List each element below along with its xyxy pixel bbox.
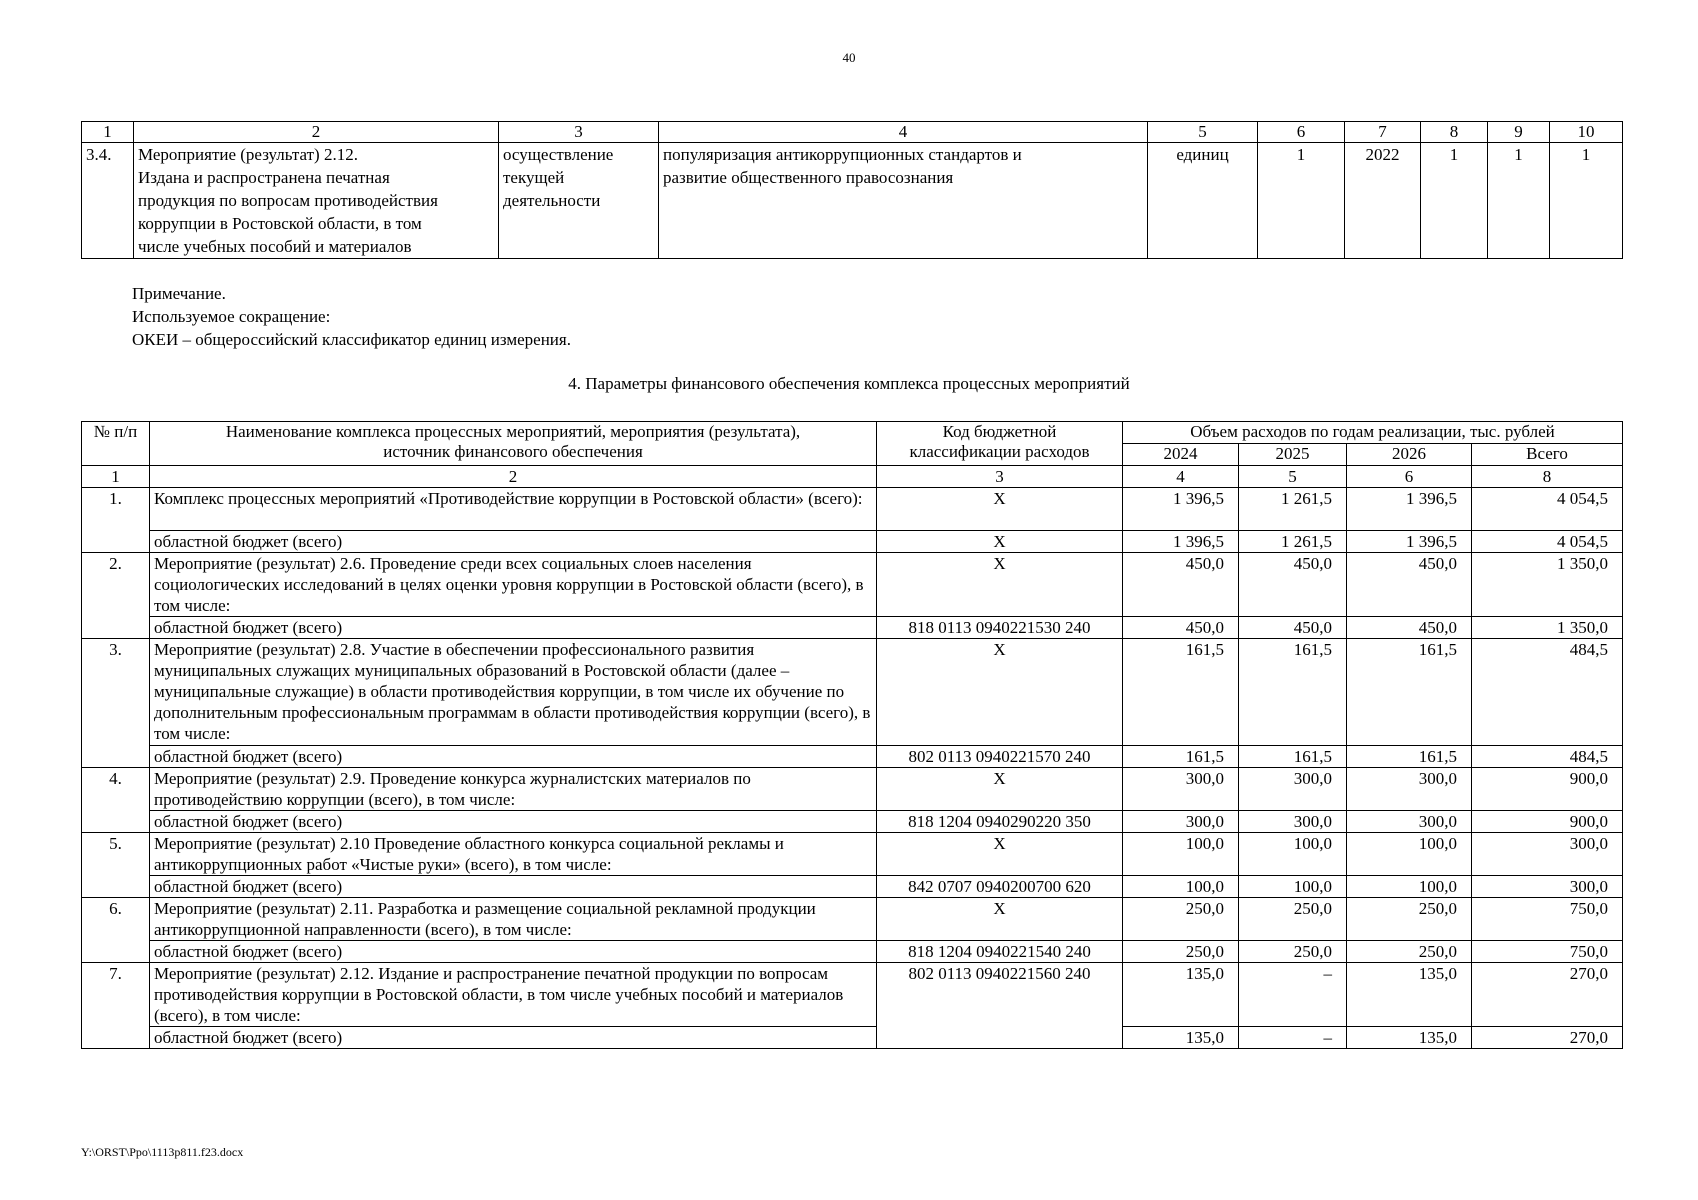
table-row-sub — [82, 941, 1623, 963]
row-number: 7. — [82, 963, 150, 1049]
column-number: 2 — [134, 122, 499, 143]
column-number: 3 — [877, 466, 1123, 488]
amount-2026: 135,0 — [1347, 1027, 1472, 1049]
amount-total: 1 350,0 — [1472, 553, 1623, 617]
note-title: Примечание. — [132, 284, 226, 303]
row-number: 5. — [82, 833, 150, 898]
note-line: Используемое сокращение: — [132, 307, 331, 326]
row-number: 2. — [82, 553, 150, 639]
table-row — [82, 143, 1623, 259]
funding-source: областной бюджет (всего) — [150, 617, 877, 639]
amount-total: 484,5 — [1472, 639, 1623, 746]
column-number-row — [82, 466, 1623, 488]
table-row-sub — [82, 617, 1623, 639]
header-total: Всего — [1472, 444, 1623, 466]
note — [132, 282, 571, 351]
row-number: 6. — [82, 898, 150, 963]
amount-2025: 1 261,5 — [1239, 531, 1347, 553]
cell-value: 1 — [1421, 143, 1488, 259]
measure-unit: единиц — [1148, 143, 1258, 259]
budget-code: X — [877, 488, 1123, 531]
amount-2026: 100,0 — [1347, 833, 1472, 876]
table-row-sub — [82, 876, 1623, 898]
row-number: 3. — [82, 639, 150, 768]
budget-code: X — [877, 898, 1123, 941]
measure-name: Мероприятие (результат) 2.9. Проведение конкурса журналистских материалов по противодействию коррупции (всего), в том числе: — [150, 768, 877, 811]
budget-code: 802 0113 0940221560 240 — [877, 963, 1123, 1049]
amount-total: 4 054,5 — [1472, 488, 1623, 531]
column-number: 7 — [1345, 122, 1421, 143]
funding-source: областной бюджет (всего) — [150, 531, 877, 553]
funding-source: областной бюджет (всего) — [150, 1027, 877, 1049]
amount-2025: 450,0 — [1239, 617, 1347, 639]
note-line: ОКЕИ – общероссийский классификатор единиц измерения. — [132, 330, 571, 349]
amount-2024: 450,0 — [1123, 553, 1239, 617]
cell-value: 1 — [1488, 143, 1550, 259]
amount-total: 4 054,5 — [1472, 531, 1623, 553]
column-number: 6 — [1347, 466, 1472, 488]
funding-source: областной бюджет (всего) — [150, 941, 877, 963]
amount-total: 900,0 — [1472, 811, 1623, 833]
table-row — [82, 833, 1623, 876]
table-row-sub — [82, 1027, 1623, 1049]
column-number: 3 — [499, 122, 659, 143]
measure-name: Мероприятие (результат) 2.10 Проведение областного конкурса социальной рекламы и антикоррупционных работ «Чистые руки» (всего), в том числе: — [150, 833, 877, 876]
financing-table — [81, 421, 1623, 1049]
measure-description: популяризация антикоррупционных стандартов и развитие общественного правосознания — [659, 143, 1148, 259]
amount-2026: 300,0 — [1347, 811, 1472, 833]
table-row — [82, 553, 1623, 617]
amount-2026: 250,0 — [1347, 941, 1472, 963]
amount-2025: 300,0 — [1239, 811, 1347, 833]
amount-2025: 250,0 — [1239, 898, 1347, 941]
column-number: 5 — [1148, 122, 1258, 143]
header-name: Наименование комплекса процессных мероприятий, мероприятия (результата), источник финансового обеспечения — [150, 422, 877, 466]
indicators-table — [81, 121, 1623, 259]
measure-name: Мероприятие (результат) 2.11. Разработка и размещение социальной рекламной продукции антикоррупционной направленности (всего), в том числе: — [150, 898, 877, 941]
measure-name: Комплекс процессных мероприятий «Противодействие коррупции в Ростовской области» (всего): — [150, 488, 877, 531]
column-number: 8 — [1472, 466, 1623, 488]
amount-2024: 100,0 — [1123, 876, 1239, 898]
amount-2026: 300,0 — [1347, 768, 1472, 811]
table-row-sub — [82, 531, 1623, 553]
header-year: 2026 — [1347, 444, 1472, 466]
amount-2026: 135,0 — [1347, 963, 1472, 1027]
cell-value: 2022 — [1345, 143, 1421, 259]
amount-2024: 300,0 — [1123, 768, 1239, 811]
column-number: 2 — [150, 466, 877, 488]
amount-2025: 161,5 — [1239, 639, 1347, 746]
amount-total: 300,0 — [1472, 833, 1623, 876]
amount-total: 270,0 — [1472, 963, 1623, 1027]
amount-2026: 450,0 — [1347, 617, 1472, 639]
table-row-sub — [82, 811, 1623, 833]
budget-code: X — [877, 531, 1123, 553]
budget-code: 818 0113 0940221530 240 — [877, 617, 1123, 639]
column-number: 1 — [82, 122, 134, 143]
row-number: 3.4. — [82, 143, 134, 259]
column-number: 5 — [1239, 466, 1347, 488]
amount-2025: 100,0 — [1239, 876, 1347, 898]
amount-2024: 1 396,5 — [1123, 488, 1239, 531]
column-number: 4 — [659, 122, 1148, 143]
measure-name: Мероприятие (результат) 2.8. Участие в обеспечении профессионального развития муниципальных служащих муниципальных образований в Ростовской области (далее – муниципальные служащие) в области противодействия коррупции, в том числе их обучение по дополнительным профессиональным программам в области противодействия коррупции (всего), в том числе: — [150, 639, 877, 746]
amount-2024: 161,5 — [1123, 639, 1239, 746]
funding-source: областной бюджет (всего) — [150, 811, 877, 833]
column-number: 9 — [1488, 122, 1550, 143]
column-number: 4 — [1123, 466, 1239, 488]
amount-2026: 250,0 — [1347, 898, 1472, 941]
amount-2024: 250,0 — [1123, 898, 1239, 941]
table-row — [82, 898, 1623, 941]
table-row — [82, 963, 1623, 1027]
table-header-row — [82, 422, 1623, 444]
amount-2024: 450,0 — [1123, 617, 1239, 639]
amount-2026: 450,0 — [1347, 553, 1472, 617]
amount-total: 484,5 — [1472, 746, 1623, 768]
measure-name: Мероприятие (результат) 2.6. Проведение среди всех социальных слоев населения социологических исследований в целях оценки уровня коррупции в Ростовской области (всего), в том числе: — [150, 553, 877, 617]
amount-2025: 161,5 — [1239, 746, 1347, 768]
amount-2025: – — [1239, 963, 1347, 1027]
file-path: Y:\ORST\Ppo\1113p811.f23.docx — [81, 1145, 244, 1159]
amount-total: 1 350,0 — [1472, 617, 1623, 639]
header-num: № п/п — [82, 422, 150, 466]
column-number: 6 — [1258, 122, 1345, 143]
page-number: 40 — [842, 50, 856, 65]
table-row — [82, 488, 1623, 531]
header-code: Код бюджетной классификации расходов — [877, 422, 1123, 466]
table-row — [82, 768, 1623, 811]
amount-2026: 1 396,5 — [1347, 488, 1472, 531]
table-row — [82, 639, 1623, 746]
amount-2026: 161,5 — [1347, 639, 1472, 746]
amount-2025: 450,0 — [1239, 553, 1347, 617]
budget-code: X — [877, 553, 1123, 617]
amount-2024: 161,5 — [1123, 746, 1239, 768]
row-number: 1. — [82, 488, 150, 553]
amount-2026: 100,0 — [1347, 876, 1472, 898]
amount-total: 900,0 — [1472, 768, 1623, 811]
section-title: 4. Параметры финансового обеспечения комплекса процессных мероприятий — [568, 374, 1130, 393]
measure-name: Мероприятие (результат) 2.12. Издание и распространение печатной продукции по вопросам противодействия коррупции в Ростовской области, в том числе учебных пособий и материалов (всего), в том числе: — [150, 963, 877, 1027]
amount-2024: 100,0 — [1123, 833, 1239, 876]
column-number: 10 — [1550, 122, 1623, 143]
table-row-sub — [82, 746, 1623, 768]
cell-value: 1 — [1258, 143, 1345, 259]
budget-code: 818 1204 0940221540 240 — [877, 941, 1123, 963]
funding-source: областной бюджет (всего) — [150, 746, 877, 768]
amount-total: 750,0 — [1472, 941, 1623, 963]
row-number: 4. — [82, 768, 150, 833]
amount-2025: 100,0 — [1239, 833, 1347, 876]
budget-code: 802 0113 0940221570 240 — [877, 746, 1123, 768]
amount-2024: 250,0 — [1123, 941, 1239, 963]
amount-total: 300,0 — [1472, 876, 1623, 898]
amount-2024: 300,0 — [1123, 811, 1239, 833]
measure-type: осуществление текущей деятельности — [499, 143, 659, 259]
header-volume: Объем расходов по годам реализации, тыс. рублей — [1123, 422, 1623, 444]
amount-total: 750,0 — [1472, 898, 1623, 941]
amount-total: 270,0 — [1472, 1027, 1623, 1049]
header-year: 2025 — [1239, 444, 1347, 466]
amount-2026: 1 396,5 — [1347, 531, 1472, 553]
table-header-row — [82, 122, 1623, 143]
amount-2025: 1 261,5 — [1239, 488, 1347, 531]
amount-2026: 161,5 — [1347, 746, 1472, 768]
amount-2024: 135,0 — [1123, 1027, 1239, 1049]
amount-2025: 300,0 — [1239, 768, 1347, 811]
column-number: 1 — [82, 466, 150, 488]
amount-2024: 1 396,5 — [1123, 531, 1239, 553]
amount-2025: – — [1239, 1027, 1347, 1049]
funding-source: областной бюджет (всего) — [150, 876, 877, 898]
header-year: 2024 — [1123, 444, 1239, 466]
amount-2024: 135,0 — [1123, 963, 1239, 1027]
cell-value: 1 — [1550, 143, 1623, 259]
amount-2025: 250,0 — [1239, 941, 1347, 963]
budget-code: X — [877, 768, 1123, 811]
budget-code: X — [877, 833, 1123, 876]
budget-code: 842 0707 0940200700 620 — [877, 876, 1123, 898]
measure-name: Мероприятие (результат) 2.12. Издана и распространена печатная продукция по вопросам противодействия коррупции в Ростовской области, в том числе учебных пособий и материалов — [134, 143, 499, 259]
column-number: 8 — [1421, 122, 1488, 143]
budget-code: X — [877, 639, 1123, 746]
budget-code: 818 1204 0940290220 350 — [877, 811, 1123, 833]
